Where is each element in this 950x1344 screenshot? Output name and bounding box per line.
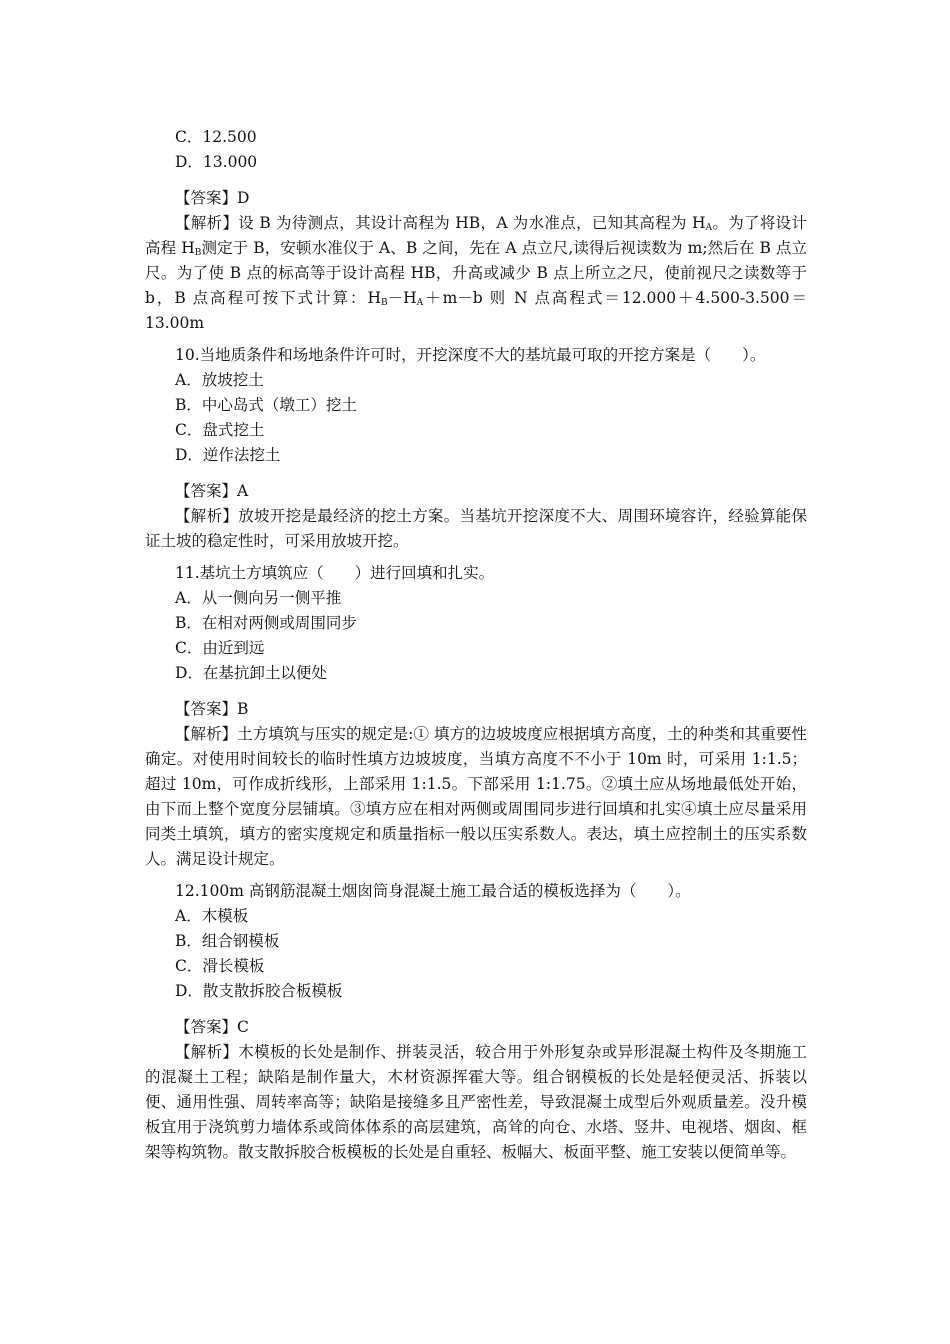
q11-option-b: B．在相对两侧或周围同步 — [175, 614, 357, 632]
q10-analysis: 【解析】放坡开挖是最经济的挖土方案。当基坑开挖深度不大、周围环境容许，经验算能保证土坡的稳定性时，可采用放坡开挖。 — [145, 507, 807, 550]
q12-option-c: C．滑长模板 — [175, 957, 265, 975]
q12-option-a: A．木模板 — [175, 907, 249, 925]
q11-option-d: D．在基抗卸土以便处 — [175, 664, 327, 682]
q10-answer: 【答案】A — [175, 482, 249, 500]
q11-answer: 【答案】B — [175, 700, 249, 718]
q12-option-d: D．散支散拆胶合板模板 — [175, 982, 343, 1000]
q11-analysis: 【解析】土方填筑与压实的规定是:① 填方的边坡坡度应根据填方高度，土的种类和其重要性确定。对使用时间较长的临时性填方边坡坡度，当填方高度不不小于 10m 时，可采用 1:1.5；超过 10m，可作成折线形，上部采用 1:1.5。下部采用 1:1.75。②填土应从场地最低处开始，由下而上整个宽度分层铺填。③填方应在相对两侧或周围同步进行回填和扎实④填土应尽量采用同类土填筑，填方的密实度规定和质量指标一般以压实系数人。表达，填土应控制土的压实系数人。满足设计规定。 — [145, 725, 807, 868]
document-body — [145, 125, 807, 1165]
q11-stem: 11.基坑土方填筑应（ ）进行回填和扎实。 — [175, 564, 495, 582]
q12-answer: 【答案】C — [175, 1018, 249, 1036]
q10-option-b: B．中心岛式（墩工）挖土 — [175, 396, 357, 414]
q9-answer: 【答案】D — [175, 189, 250, 207]
q10-stem: 10.当地质条件和场地条件许可时，开挖深度不大的基坑最可取的开挖方案是（ ）。 — [175, 346, 766, 364]
q9-option-d: D．13.000 — [175, 153, 258, 171]
q10-option-a: A．放坡挖土 — [175, 371, 264, 389]
q10-option-c: C．盘式挖土 — [175, 421, 265, 439]
q10-option-d: D．逆作法挖土 — [175, 446, 281, 464]
q9-analysis: 【解析】设 B 为待测点，其设计高程为 HB，A 为水准点，已知其高程为 $H_A$。为了将设计高程 $H_B$测定于 B，安顿水准仪于 A、B 之间，先在 A 点立尺,读得后视读数为 m;然后在 B 点立尺。为了使 B 点的标高等于设计高程 HB，升高或减少 B 点上所立之尺，使前视尺之读数等于 b，B 点高程可按下式计算：$H_B-H_A+m-b$ 则 N 点高程式＝12.000＋4.500-3.500＝13.00m — [145, 214, 807, 332]
q12-stem: 12.100m 高钢筋混凝土烟囱筒身混凝土施工最合适的模板选择为（ ）。 — [175, 882, 691, 900]
q11-option-a: A．从一侧向另一侧平推 — [175, 589, 342, 607]
q12-option-b: B．组合钢模板 — [175, 932, 280, 950]
q12-analysis: 【解析】木模板的长处是制作、拼装灵活，较合用于外形复杂或异形混凝土构件及冬期施工的混凝土工程；缺陷是制作量大，木材资源挥霍大等。组合钢模板的长处是轻便灵活、拆装以便、通用性强、周转率高等；缺陷是接缝多且严密性差，导致混凝土成型后外观质量差。没升模板宜用于浇筑剪力墙体系或筒体体系的高层建筑，高耸的向仓、水塔、竖井、电视塔、烟囱、框架等构筑物。散支散拆胶合板模板的长处是自重轻、板幅大、板面平整、施工安装以便简单等。 — [145, 1043, 807, 1161]
q11-option-c: C．由近到远 — [175, 639, 265, 657]
q9-option-c: C．12.500 — [175, 128, 257, 146]
